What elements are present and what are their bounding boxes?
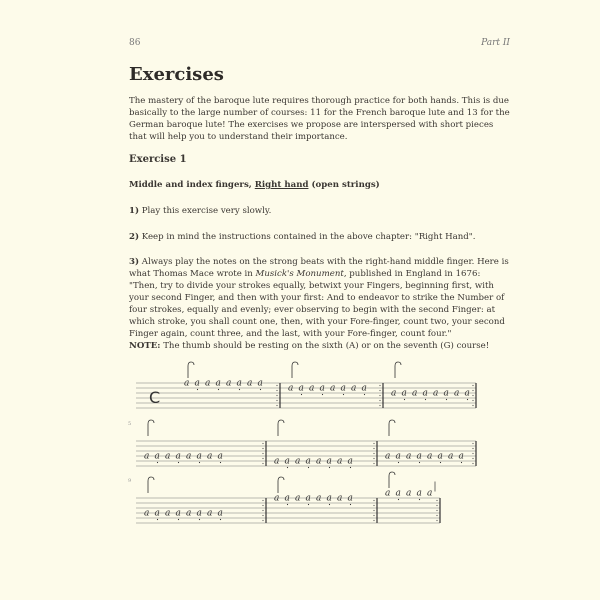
finger-dot xyxy=(239,389,240,390)
finger-dot xyxy=(419,462,420,463)
tab-letter: a xyxy=(298,383,304,394)
tab-letter: a xyxy=(274,493,280,504)
tab-letter: a xyxy=(406,488,412,499)
finger-dot xyxy=(220,519,221,520)
rhythm-flag xyxy=(278,420,284,436)
repeat-dot xyxy=(472,405,473,406)
tab-letter: a xyxy=(175,451,181,462)
tab-letter: a xyxy=(309,383,315,394)
tab-letter: a xyxy=(330,383,336,394)
repeat-dot xyxy=(379,390,380,391)
repeat-dot xyxy=(262,515,263,516)
repeat-dot xyxy=(262,458,263,459)
tab-letter: a xyxy=(448,451,454,462)
tab-letter: a xyxy=(284,493,290,504)
rhythm-flag xyxy=(278,477,284,493)
tab-letter: a xyxy=(416,488,422,499)
tab-letter: a xyxy=(154,451,160,462)
repeat-dot xyxy=(472,390,473,391)
repeat-dot xyxy=(472,448,473,449)
tab-letter: a xyxy=(454,388,460,399)
finger-dot xyxy=(461,462,462,463)
step-3: 3) Always play the notes on the strong beats with the right-hand middle finger. Here is what Thomas Mace wrote in Musick's Monument, published in England in 1676: "Then, try to divide your strokes equally, betwixt your Fingers, beginning first, with your second Finger, and then with your first: And to endeavor to strike the Number of four strokes, equally and evenly; ever observing to begin with the second Finger: at which stroke, you shall count one, then, with your Fore-finger, count two, your second Finger again, count three, and the last, with your Fore-finger, count four." xyxy=(129,257,509,339)
repeat-dot xyxy=(262,463,263,464)
tab-letter: a xyxy=(175,508,181,519)
repeat-dot xyxy=(262,448,263,449)
tab-letter: a xyxy=(337,456,343,467)
rhythm-flag xyxy=(389,420,395,436)
tab-letter: a xyxy=(395,488,401,499)
tab-letter: a xyxy=(184,378,190,389)
finger-dot xyxy=(467,399,468,400)
repeat-dot xyxy=(373,448,374,449)
finger-dot xyxy=(301,394,302,395)
repeat-dot xyxy=(472,453,473,454)
repeat-dot xyxy=(379,395,380,396)
quote: "Then, try to divide your strokes equally, betwixt your Fingers, beginning first, with your second Finger, and then with your first: And to endeavor to strike the Number of four strokes, equally and evenly; ever observing to begin with the second Finger: at which stroke, you shall count one, then, with your Fore-finger, count two, your second Finger again, count three, and the last, with your Fore-finger, count four." xyxy=(129,281,505,339)
tab-letter: a xyxy=(437,451,443,462)
finger-dot xyxy=(425,399,426,400)
tab-letter: a xyxy=(247,378,253,389)
tab-letter: a xyxy=(194,378,200,389)
repeat-dot xyxy=(436,515,437,516)
finger-dot xyxy=(446,399,447,400)
tab-letter: a xyxy=(347,493,353,504)
tab-letter: a xyxy=(144,451,150,462)
rhythm-flag xyxy=(148,420,154,436)
finger-dot xyxy=(199,519,200,520)
tab-letter: a xyxy=(217,508,223,519)
repeat-dot xyxy=(276,395,277,396)
repeat-dot xyxy=(472,463,473,464)
tab-letter: a xyxy=(305,456,311,467)
tab-letter: a xyxy=(326,493,332,504)
tab-letter: a xyxy=(401,388,407,399)
tab-letter: a xyxy=(427,488,433,499)
tab-letter: a xyxy=(284,456,290,467)
tab-letter: a xyxy=(443,388,449,399)
finger-dot xyxy=(404,399,405,400)
tab-letter: a xyxy=(458,451,464,462)
repeat-dot xyxy=(262,505,263,506)
repeat-dot xyxy=(262,510,263,511)
repeat-dot xyxy=(276,390,277,391)
finger-dot xyxy=(322,394,323,395)
measure-number: 5 xyxy=(128,421,132,427)
tab-letter: a xyxy=(165,508,171,519)
finger-dot xyxy=(157,519,158,520)
finger-dot xyxy=(419,499,420,500)
subtitle-text: (open strings) xyxy=(308,180,380,190)
repeat-dot xyxy=(262,443,263,444)
rhythm-flag xyxy=(292,362,298,378)
finger-dot xyxy=(329,504,330,505)
repeat-dot xyxy=(262,453,263,454)
finger-dot xyxy=(178,519,179,520)
tab-letter: a xyxy=(319,383,325,394)
repeat-dot xyxy=(379,405,380,406)
tab-letter: a xyxy=(196,451,202,462)
finger-dot xyxy=(364,394,365,395)
finger-dot xyxy=(350,467,351,468)
tab-letter: a xyxy=(351,383,357,394)
repeat-dot xyxy=(379,385,380,386)
repeat-dot xyxy=(373,505,374,506)
finger-dot xyxy=(220,462,221,463)
repeat-dot xyxy=(436,520,437,521)
page-title: Exercises xyxy=(129,64,224,85)
tab-letter: a xyxy=(154,508,160,519)
repeat-dot xyxy=(379,400,380,401)
tab-letter: a xyxy=(144,508,150,519)
note: NOTE: The thumb should be resting on the sixth (A) or on the seventh (G) course! xyxy=(129,341,490,351)
tab-letter: a xyxy=(295,456,301,467)
tab-letter: a xyxy=(226,378,232,389)
tab-letter: a xyxy=(347,456,353,467)
tab-letter: a xyxy=(274,456,280,467)
repeat-dot xyxy=(436,505,437,506)
running-header: Part II xyxy=(481,38,510,48)
exercise-heading: Exercise 1 xyxy=(129,154,187,165)
repeat-dot xyxy=(472,443,473,444)
tab-letter: a xyxy=(305,493,311,504)
tab-letter: a xyxy=(385,488,391,499)
tab-letter: a xyxy=(326,456,332,467)
tab-letter: a xyxy=(186,451,192,462)
intro-paragraph: The mastery of the baroque lute requires thorough practice for both hands. This is due basically to the large number of courses: 11 for the French baroque lute and 13 for the German baroque lute! The exercises we propose are interspersed with short pieces that will help you to understand their importance. xyxy=(129,96,510,142)
finger-dot xyxy=(287,504,288,505)
subtitle-text: Middle and index fingers, xyxy=(129,180,255,190)
repeat-dot xyxy=(373,520,374,521)
tab-letter: a xyxy=(406,451,412,462)
tab-letter: a xyxy=(207,451,213,462)
finger-dot xyxy=(398,462,399,463)
finger-dot xyxy=(157,462,158,463)
finger-dot xyxy=(260,389,261,390)
repeat-dot xyxy=(373,500,374,501)
rhythm-flag xyxy=(389,472,395,488)
finger-dot xyxy=(287,467,288,468)
repeat-dot xyxy=(276,400,277,401)
finger-dot xyxy=(440,462,441,463)
repeat-dot xyxy=(262,500,263,501)
rhythm-flag xyxy=(148,477,154,493)
finger-dot xyxy=(350,504,351,505)
tab-letter: a xyxy=(361,383,367,394)
tab-letter: a xyxy=(391,388,397,399)
tab-letter: a xyxy=(385,451,391,462)
measure-number: 9 xyxy=(128,478,132,484)
tab-letter: a xyxy=(295,493,301,504)
finger-dot xyxy=(343,394,344,395)
tab-letter: a xyxy=(340,383,346,394)
repeat-dot xyxy=(472,395,473,396)
tab-letter: a xyxy=(395,451,401,462)
finger-dot xyxy=(308,467,309,468)
tab-letter: a xyxy=(288,383,294,394)
repeat-dot xyxy=(436,510,437,511)
repeat-dot xyxy=(373,458,374,459)
tab-letter: a xyxy=(217,451,223,462)
step-2: 2) Keep in mind the instructions contained in the above chapter: "Right Hand". xyxy=(129,232,476,242)
tab-letter: a xyxy=(316,456,322,467)
tab-letter: a xyxy=(236,378,242,389)
repeat-dot xyxy=(276,405,277,406)
time-signature: C xyxy=(149,388,161,407)
tab-letter: a xyxy=(205,378,211,389)
subtitle-underlined: Right hand xyxy=(254,180,309,190)
repeat-dot xyxy=(373,510,374,511)
tab-letter: a xyxy=(416,451,422,462)
tab-letter: a xyxy=(433,388,439,399)
repeat-dot xyxy=(373,463,374,464)
finger-dot xyxy=(199,462,200,463)
repeat-dot xyxy=(262,520,263,521)
step-1: 1) Play this exercise very slowly. xyxy=(129,206,272,216)
finger-dot xyxy=(308,504,309,505)
repeat-dot xyxy=(472,458,473,459)
rhythm-flag xyxy=(188,362,194,378)
tab-letter: a xyxy=(427,451,433,462)
tab-letter: a xyxy=(196,508,202,519)
repeat-dot xyxy=(373,515,374,516)
tab-letter: a xyxy=(207,508,213,519)
tab-letter: a xyxy=(215,378,221,389)
tab-letter: a xyxy=(412,388,418,399)
tab-letter: a xyxy=(422,388,428,399)
repeat-dot xyxy=(472,400,473,401)
page-number: 86 xyxy=(129,38,141,48)
finger-dot xyxy=(329,467,330,468)
repeat-dot xyxy=(276,385,277,386)
finger-dot xyxy=(178,462,179,463)
repeat-dot xyxy=(373,443,374,444)
tab-letter: a xyxy=(186,508,192,519)
tab-letter: a xyxy=(257,378,263,389)
tab-letter: a xyxy=(165,451,171,462)
tab-letter: a xyxy=(464,388,470,399)
finger-dot xyxy=(197,389,198,390)
tab-letter: a xyxy=(316,493,322,504)
repeat-dot xyxy=(373,453,374,454)
rhythm-flag xyxy=(395,362,401,378)
tab-letter: a xyxy=(337,493,343,504)
repeat-dot xyxy=(436,500,437,501)
finger-dot xyxy=(218,389,219,390)
repeat-dot xyxy=(472,385,473,386)
finger-dot xyxy=(398,499,399,500)
